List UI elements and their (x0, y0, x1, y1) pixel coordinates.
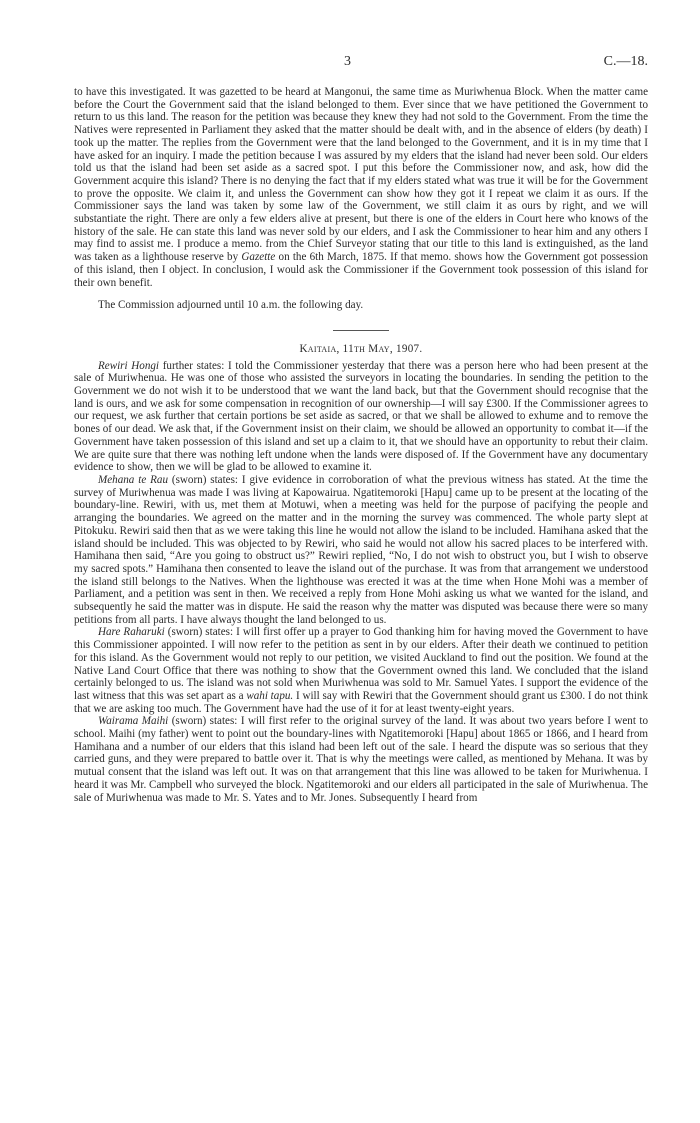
section-divider (333, 330, 389, 331)
document-reference: C.—18. (603, 54, 648, 69)
witness-name: Hare Raharuki (98, 626, 165, 639)
gazette-italic: Gazette (241, 251, 276, 264)
page-header (74, 56, 648, 86)
witness-name: Rewiri Hongi (98, 359, 160, 372)
statement-wairama-maihi: Wairama Maihi (sworn) states: I will first refer to the original survey of the land. It was about two years before I went to school. Maihi (my father) went to point out the boundary-lines with Ngatitemoroki [Hapu] about 1865 or 1866, and I heard from Hamihana and a number of our elders that this island had been left out of the sale. I heard the dispute was so serious that they carried guns, and they were prepared to battle over it. That is why the meetings were called, as mentioned by Mehana. It was by mutual consent that the island was left out. It was on that arrangement that this line was allowed to be taken for Muriwhenua. I heard it was Mr. Campbell who surveyed the block. Ngatitemoroki and our elders all participated in the sale of Muriwhenua. The sale of Muriwhenua was made to Mr. S. Yates and to Mr. Jones. Subsequently I heard from (74, 715, 648, 804)
statement-rewiri-hongi: Rewiri Hongi further states: I told the Commissioner yesterday that there was a person here who had been present at the sale of Muriwhenua. He was one of those who assisted the surveyors in locating the boundaries. In sending the petition to the Government we do not wish it to be understood that we want the land back, but that the Government should recognise that the land is ours, and we ask for some compensation in recognition of our ownership—I will say £300. If the Commissioner agrees to our request, we ask further that certain portions be set aside as sacred, or that we shall be allowed to exhume and to remove the bones of our dead. We ask that, if the Government insist on their claim, we should be allowed an opportunity to combat it—if the Government have taken possession of this island and set up a claim to it, that we should have an opportunity to rebut their claim. We are quite sure that there was nothing left undone when the lands were disposed of. If the Government have any documentary evidence to show, then we will be glad to be allowed to examine it. (74, 359, 648, 474)
wahi-tapu-italic: wahi tapu. (246, 689, 294, 702)
session-dateline: Kaitaia, 11th May, 1907. (299, 342, 423, 355)
statement-hare-raharuki: Hare Raharuki (sworn) states: I will first offer up a prayer to God thanking him for having moved the Government to have this Commissioner appointed. I will now refer to the petition as sent in by our elders. After their death we continued to petition for this island. As the Government would not reply to our petition, we visited Auckland to find out the position. We found at the Native Land Court Office that there was nothing to show that the Government owned this land. We concluded that the island certainly belonged to us. The island was not sold when Muriwhenua was sold to Mr. Samuel Yates. I support the evidence of the last witness that this was set apart as a wahi tapu. I will say with Rewiri that the Government should grant us £300. I do not think that we are asking too much. The Government have had the use of it for at least twenty-eight years. (74, 626, 649, 715)
adjournment-note: The Commission adjourned until 10 a.m. the following day. (98, 299, 364, 312)
witness-name: Wairama Maihi (98, 715, 169, 728)
page-number: 3 (344, 54, 351, 69)
opening-paragraph: to have this investigated. It was gazetted to be heard at Mangonui, the same time as Muriwhenua Block. When the matter came before the Court the Government said that the island belonged to them. Ever since that we have petitioned the Government to return to us this land. The reason for the petition was because they knew they had not sold to the Government. From the time the Natives were represented in Parliament they asked that the matter should be dealt with, and in the absence of elders (by death) I took up the matter. The replies from the Government were that the land belonged to the Government, and it is in my time that I have asked for an inquiry. I made the petition because I was assured by my elders that the island had never been sold. Our elders told us that the island had been set aside as a sacred spot. I put this before the Commissioner now, and ask, how did the Government acquire this island? There is no denying the fact that if my elders stated what was true it will be for the Government to prove the opposite. We claim it, and unless the Government can show how they got it I repeat we claim it as ours. If the Commissioner says the land was taken by some law of the Government, we still claim it as ours by right, and we will substantiate the right. There are only a few elders alive at present, but there is one of the elders in Court here who knows of the history of the sale. He can state this land was never sold by our elders, and I ask the Commissioner to hear him and any others I may find to assist me. I produce a memo. from the Chief Surveyor stating that our title to this land is extinguished, as the land was taken as a lighthouse reserve by Gazette on the 6th March, 1875. If that memo. shows how the Government got possession of this island, then I object. In conclusion, I would ask the Commissioner if the Government took possession of this island for their own benefit. (74, 86, 648, 289)
witness-name: Mehana te Rau (98, 473, 168, 486)
statement-mehana-te-rau: Mehana te Rau (sworn) states: I give evidence in corroboration of what the previous witness has stated. At the time the survey of Muriwhenua was made I was living at Kapowairua. Ngatitemoroki [Hapu] came up to be present at the locating of the boundary-line. Rewiri, with us, met them at Motuwi, when a meeting was held for the purpose of pacifying the people and arranging the boundaries. We agreed on the matter and in the morning the survey was commenced. The whole party slept at Pitokuku. Rewiri said then that as we were taking this line he would not allow the island to be included. Hamihana asked that the island should be included. This was objected to by Rewiri, who said he would not allow his sacred places to be interfered with. Hamihana then said, “Are you going to obstruct us?” Rewiri replied, “No, I do not wish to obstruct you, but I wish to observe my sacred spots.” Hamihana then consented to leave the island out of the purchase. It was from that arrangement we understood the island still belongs to the Natives. When the lighthouse was erected it was at the time when Hone Mohi was a member of Parliament, and a petition was sent in then. We received a reply from Hone Mohi asking us what we wanted for the island, and subsequently he said the matter was in dispute. He said the reason why the matter was disputed was because there were so many petitions from all parts. I have always thought the land belonged to us. (74, 473, 648, 626)
